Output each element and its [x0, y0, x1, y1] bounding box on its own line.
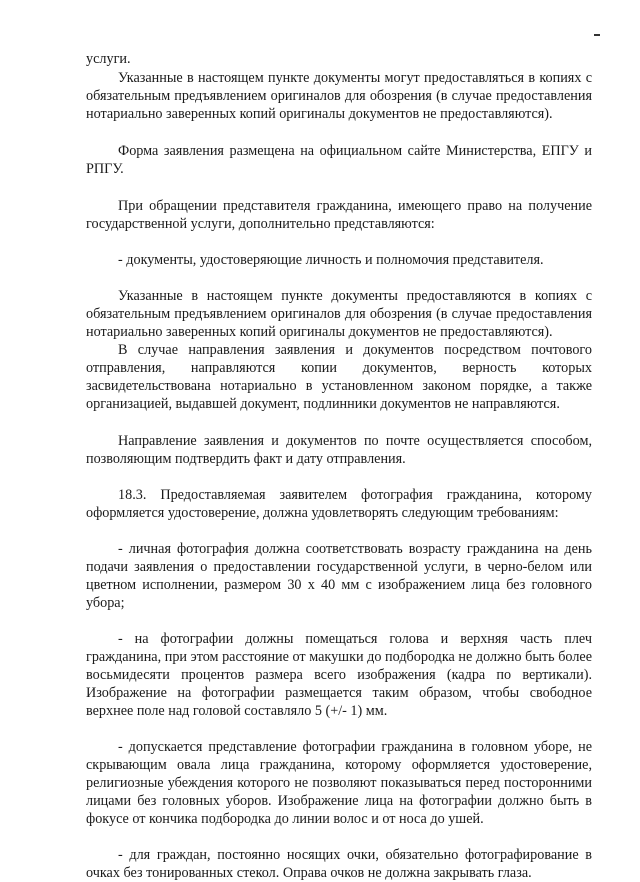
- paragraph-postal-method: Направление заявления и документов по почте осуществляется способом, позволяющим подтвердить факт и дату отправления.: [86, 433, 592, 467]
- paragraph-18-3-heading: 18.3. Предоставляемая заявителем фотография гражданина, которому оформляется удостоверение, должна удовлетворять следующим требованиям:: [86, 487, 592, 521]
- list-item-representative-docs: - документы, удостоверяющие личность и полномочия представителя.: [118, 252, 544, 268]
- list-item-photo-head: - на фотографии должны помещаться голова и верхняя часть плеч гражданина, при этом расстояние от макушки до подбородка не должно быть более восьмидесяти процентов размера всего изображения (кадра по вертикали). Изображение на фотографии размещается таким образом, чтобы свободное верхнее поле над головой составляло 5 (+/- 1) мм.: [86, 631, 592, 719]
- list-item-photo-age: - личная фотография должна соответствовать возрасту гражданина на день подачи заявления о предоставлении государственной услуги, в черно-белом или цветном исполнении, размером 30 х 40 мм с изображением лица без головного убора;: [86, 541, 592, 611]
- list-item-photo-headwear: - допускается представление фотографии гражданина в головном уборе, не скрывающим овала лица гражданина, которому оформляется удостоверение, религиозные убеждения которого не позволяют показываться перед посторонними лицами без головных уборов. Изображение лица на фотографии должно быть в фокусе от кончика подбородка до линии волос и от носа до ушей.: [86, 739, 592, 827]
- paragraph-representative: При обращении представителя гражданина, имеющего право на получение государственной услуги, дополнительно представляются:: [86, 198, 592, 232]
- scan-mark: [594, 34, 600, 36]
- paragraph-copies-1: Указанные в настоящем пункте документы могут предоставляться в копиях с обязательным предъявлением оригиналов для обозрения (в случае предоставления нотариально заверенных копий оригиналы документов не предоставляются).: [86, 70, 592, 122]
- paragraph-service-end: услуги.: [86, 51, 131, 67]
- paragraph-postal: В случае направления заявления и документов посредством почтового отправления, направляются копии документов, верность которых засвидетельствована нотариально в установленном законом порядке, а также организацией, выдавшей документ, подлинники документов не направляются.: [86, 342, 592, 412]
- list-item-photo-glasses: - для граждан, постоянно носящих очки, обязательно фотографирование в очках без тонированных стекол. Оправа очков не должна закрывать глаза.: [86, 847, 592, 881]
- document-page: [86, 42, 592, 882]
- paragraph-copies-2: Указанные в настоящем пункте документы предоставляются в копиях с обязательным предъявлением оригиналов для обозрения (в случае предоставления нотариально заверенных копий оригиналы документов не предоставляются).: [86, 288, 592, 340]
- paragraph-form-location: Форма заявления размещена на официальном сайте Министерства, ЕПГУ и РПГУ.: [86, 143, 592, 177]
